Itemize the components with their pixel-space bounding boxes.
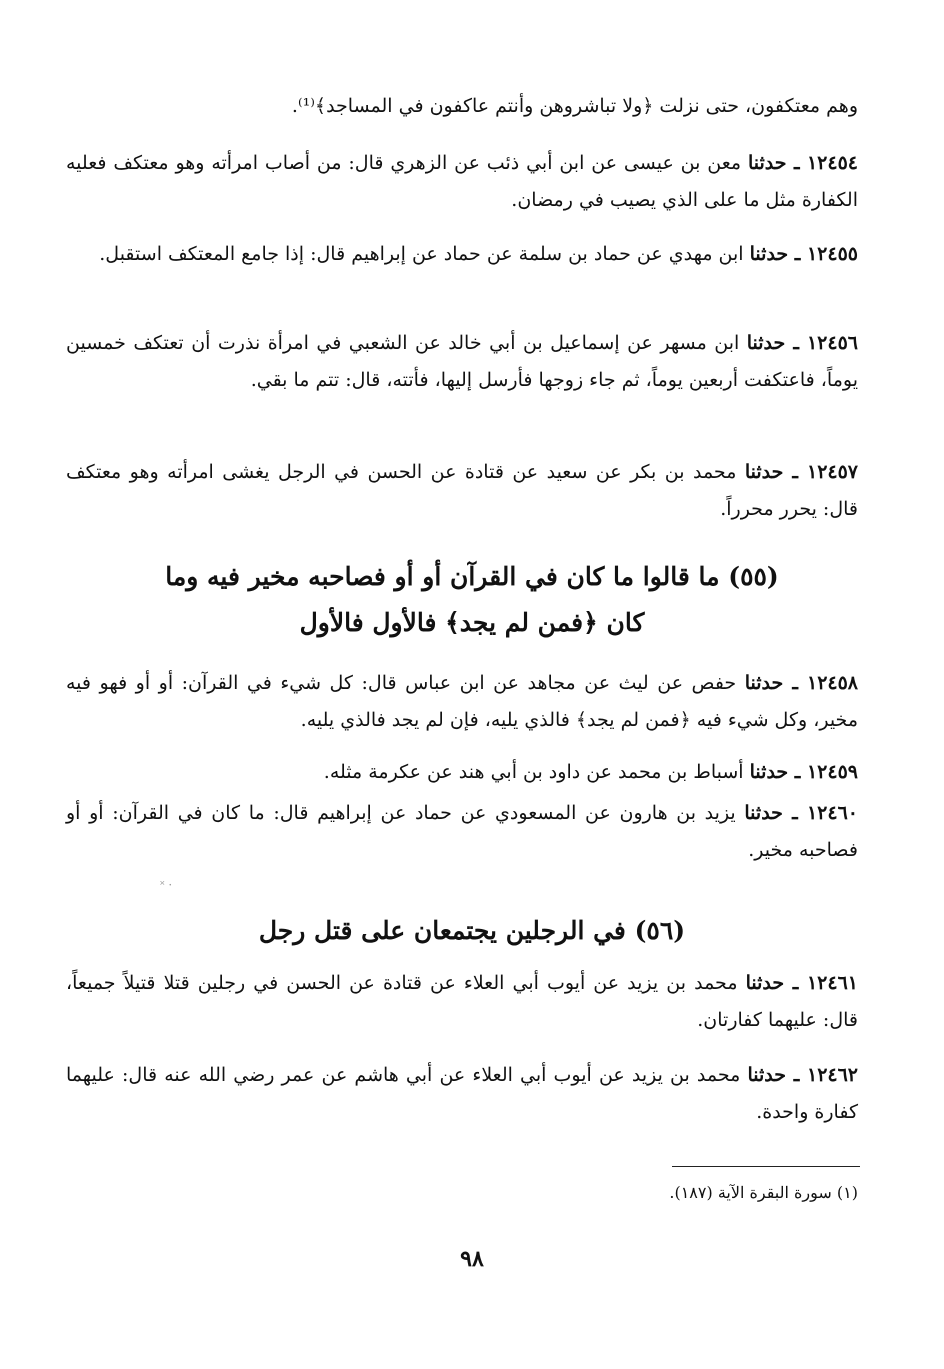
- hadith-text: أسباط بن محمد عن داود بن أبي هند عن عكرمة مثله.: [323, 761, 744, 783]
- hadith-12461: [66, 965, 858, 1039]
- hadith-number: ١٢٤٦١ ـ حدثنا: [745, 972, 858, 994]
- chapter-heading-56-line: (٥٦) في الرجلين يجتمعان على قتل رجل: [258, 916, 686, 945]
- chapter-heading-56: [60, 908, 884, 954]
- hadith-12460: [66, 795, 858, 869]
- footnote-divider: [672, 1166, 860, 1167]
- hadith-number: ١٢٤٥٨ ـ حدثنا: [744, 672, 859, 694]
- chapter-heading-55-line1: (٥٥) ما قالوا ما كان في القرآن أو أو فصاحبه مخير فيه وما: [165, 562, 779, 591]
- hadith-text: محمد بن يزيد عن أيوب أبي العلاء عن قتادة عن الحسن في رجلين قتلا قتيلاً جميعاً، قال: عليهما كفارتان.: [66, 972, 858, 1031]
- hadith-number: ١٢٤٥٤ ـ حدثنا: [747, 152, 858, 174]
- hadith-number: ١٢٤٥٩ ـ حدثنا: [749, 761, 858, 783]
- chapter-heading-55-line2: كان ﴿فمن لم يجد﴾ فالأول فالأول: [299, 608, 645, 637]
- hadith-text: محمد بن بكر عن سعيد عن قتادة عن الحسن في الرجل يغشى امرأته وهو معتكف قال: يحرر محرراً.: [66, 461, 858, 520]
- footnote: (١) سورة البقرة الآية (١٨٧).: [669, 1183, 858, 1202]
- hadith-number: ١٢٤٥٥ ـ حدثنا: [749, 243, 858, 265]
- hadith-12457: [66, 454, 858, 528]
- hadith-number: ١٢٤٥٧ ـ حدثنا: [744, 461, 859, 483]
- chapter-heading-55: [60, 554, 884, 646]
- hadith-text: ابن مسهر عن إسماعيل بن أبي خالد عن الشعبي في امرأة نذرت أن تعتكف خمسين يوماً، فاعتكفت أربعين يوماً، ثم جاء زوجها فأرسل إليها، فأتته، قال: تتم ما بقي.: [66, 332, 858, 391]
- hadith-number: ١٢٤٦٢ ـ حدثنا: [747, 1064, 859, 1086]
- hadith-text: محمد بن يزيد عن أيوب أبي العلاء عن أبي هاشم عن عمر رضي الله عنه قال: عليهما كفارة واحدة.: [66, 1064, 858, 1123]
- paragraph-continuation: وهم معتكفون، حتى نزلت ﴿ولا تباشروهن وأنتم عاكفون في المساجد﴾⁽¹⁾.: [291, 95, 858, 117]
- page-number: ٩٨: [460, 1246, 484, 1272]
- hadith-12458: [66, 665, 858, 739]
- hadith-12459: [66, 754, 858, 791]
- hadith-12455: [66, 236, 858, 273]
- hadith-text: معن بن عيسى عن ابن أبي ذئب عن الزهري قال: من أصاب امرأته وهو معتكف فعليه الكفارة مثل ما على الذي يصيب في رمضان.: [66, 152, 858, 211]
- scan-speck: ˟ ·: [160, 878, 173, 892]
- hadith-12454: [66, 145, 858, 219]
- hadith-text: ابن مهدي عن حماد بن سلمة عن حماد عن إبراهيم قال: إذا جامع المعتكف استقبل.: [99, 243, 744, 265]
- hadith-12456: [66, 325, 858, 399]
- hadith-text: يزيد بن هارون عن المسعودي عن حماد عن إبراهيم قال: ما كان في القرآن: أو أو فصاحبه مخير.: [66, 802, 858, 861]
- hadith-number: ١٢٤٦٠ ـ حدثنا: [744, 802, 858, 824]
- hadith-text: حفص عن ليث عن مجاهد عن ابن عباس قال: كل شيء في القرآن: أو أو فهو فيه مخير، وكل شيء فيه ﴿فمن لم يجد﴾ فالذي يليه، فإن لم يجد فالذي يليه.: [66, 672, 858, 731]
- hadith-12462: [66, 1057, 858, 1131]
- hadith-number: ١٢٤٥٦ ـ حدثنا: [746, 332, 858, 354]
